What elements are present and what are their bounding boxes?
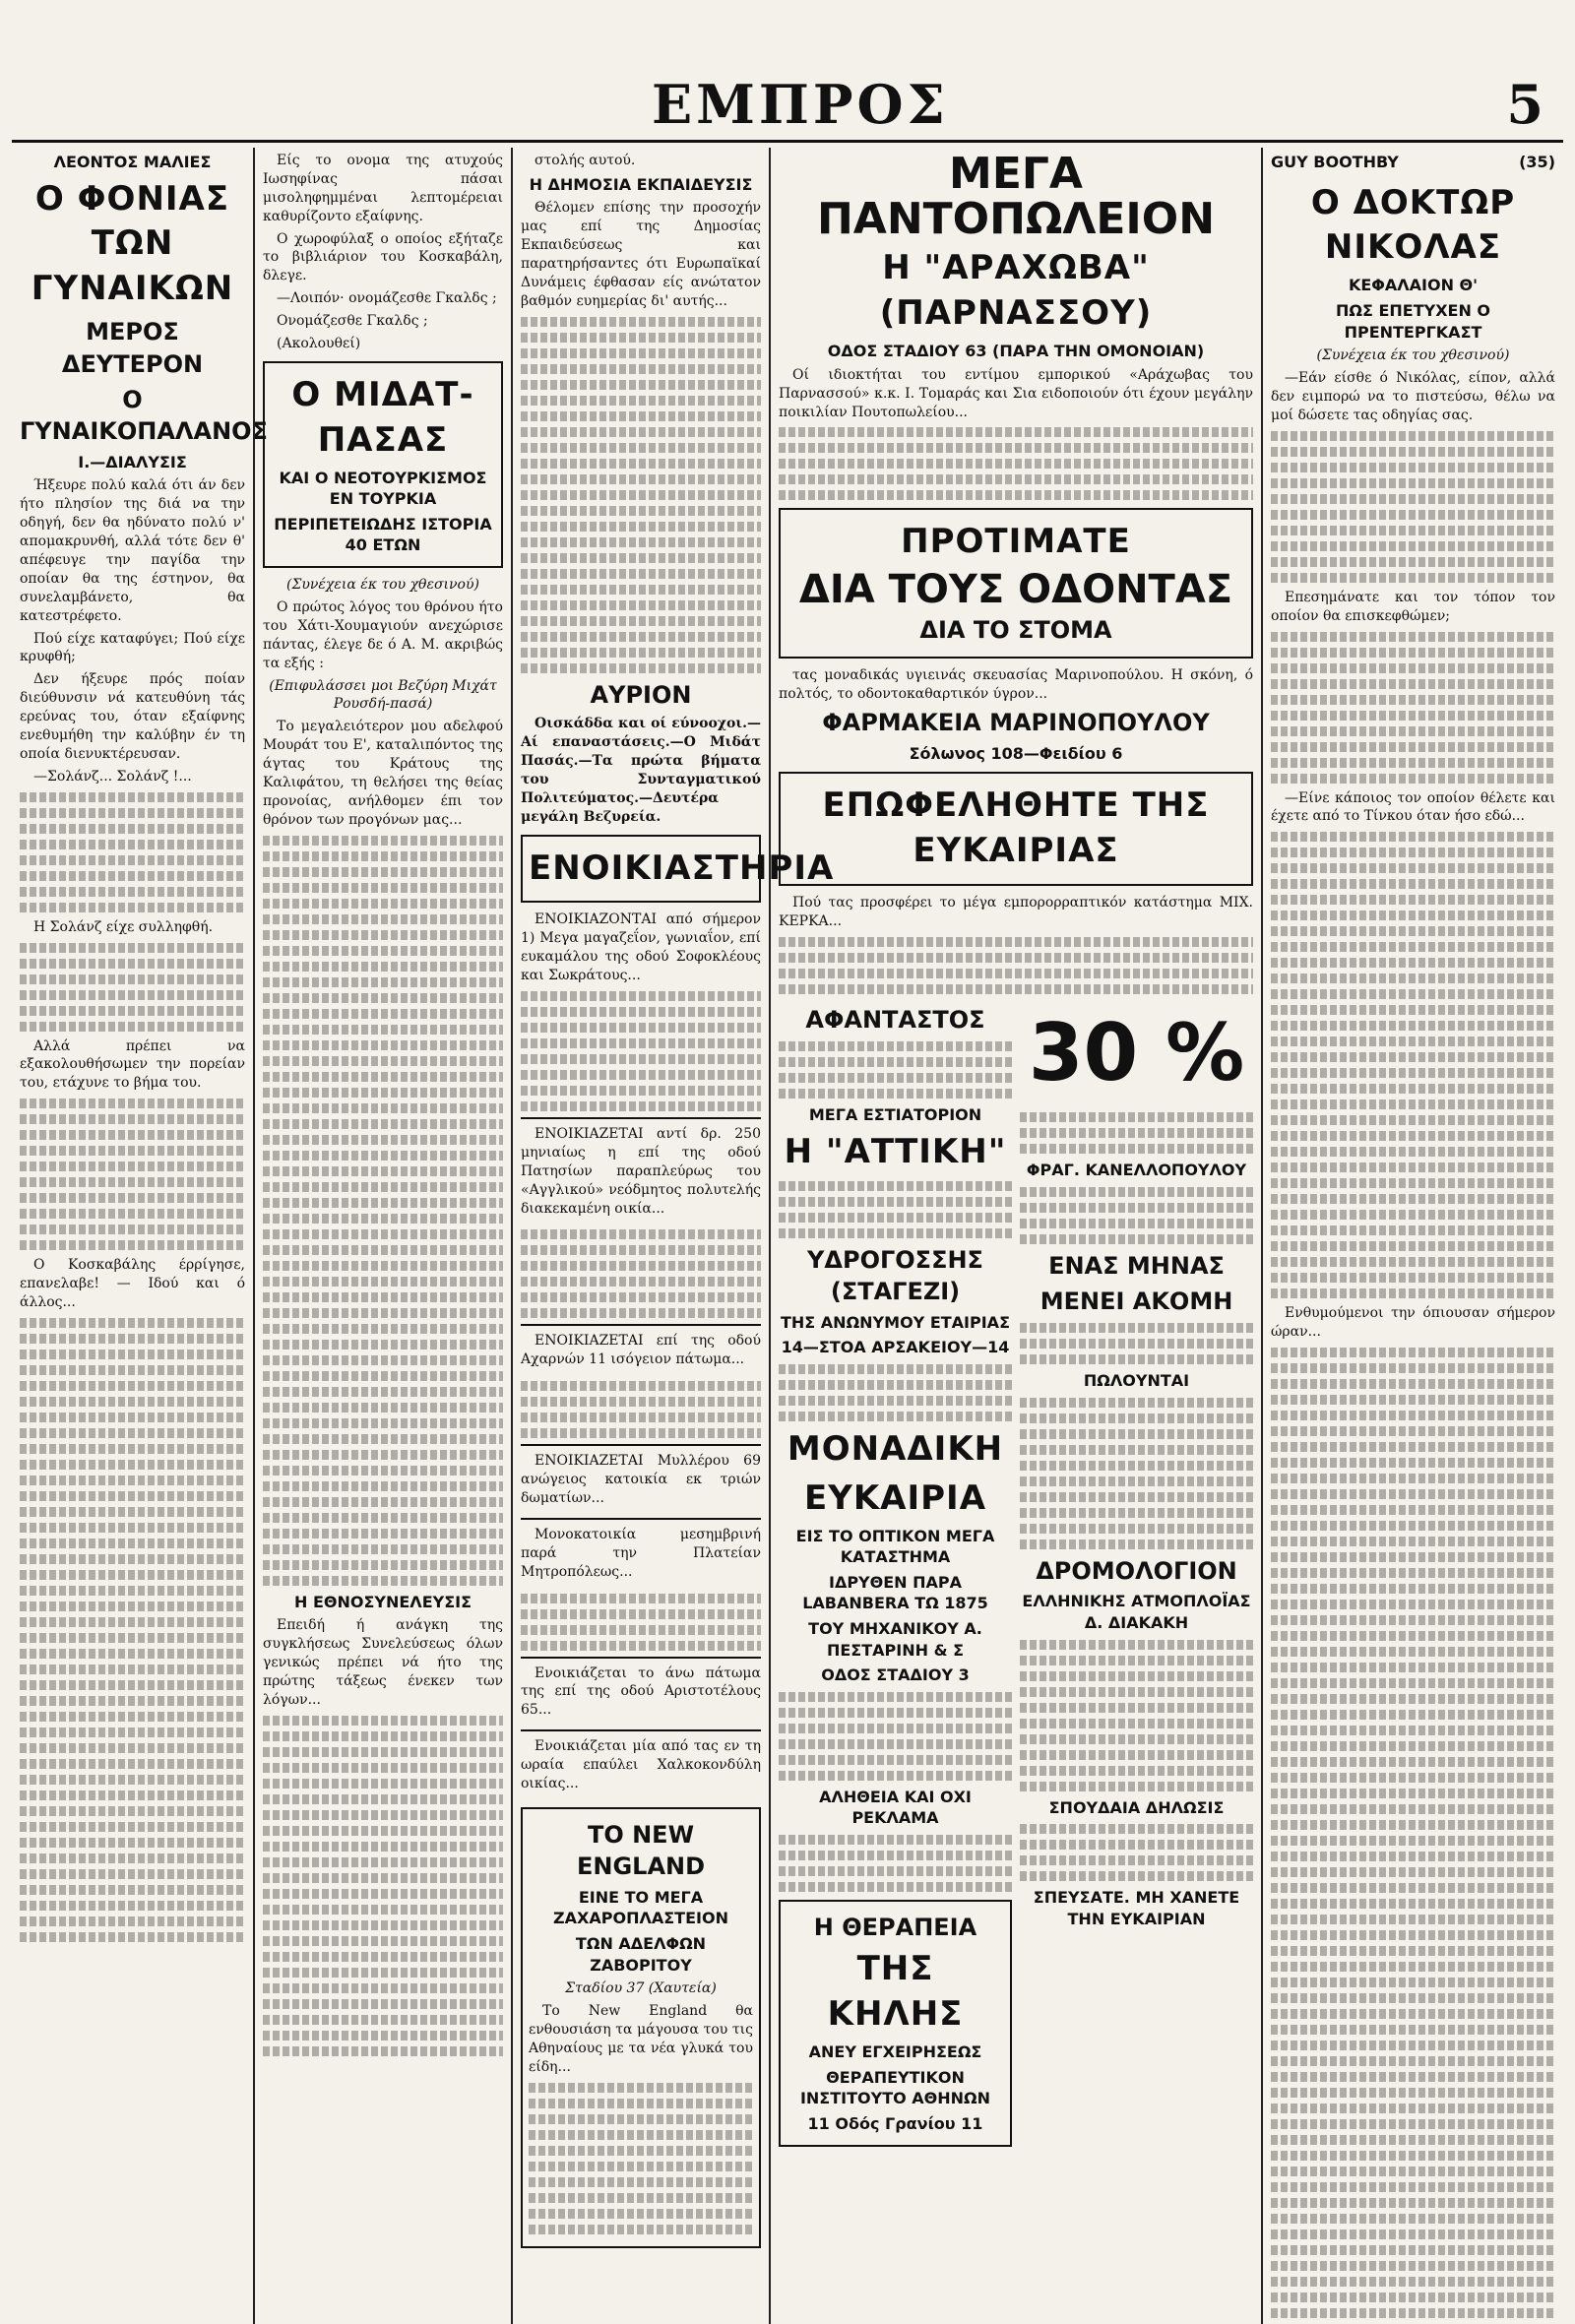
text-block [521,317,761,673]
ad-subtitle: ΘΕΡΑΠΕΥΤΙΚΟΝ ΙΝΣΤΙΤΟΥΤΟ ΑΘΗΝΩΝ [799,2067,991,2108]
paragraph: Είς το ονομα της ατυχούς Ιωσηφίνας πάσαι μισοληφημμέναι λεπτομέρειαι καθυρίζοντο εξαίφνης. [263,153,503,224]
kili-ad [779,1900,1012,2147]
newspaper-title: ΕΜΠΡΟΣ [652,73,949,136]
ad-title: Η ΘΕΡΑΠΕΙΑ [813,1914,977,1941]
hurry-line: ΣΠΕΥΣΑΤΕ. ΜΗ ΧΑΝΕΤΕ ΤΗΝ ΕΥΚΑΙΡΙΑΝ [1033,1888,1240,1928]
rental-ad: ΕΝΟΙΚΙΑΖΕΤΑΙ επί της οδού Αχαρνών 11 ισόγειον πάτωμα... [521,1324,761,1375]
text-block [779,1835,1012,1892]
paragraph: Επεσημάνατε και τον τόπον τον οποίον θα επισκεφθώμεν; [1271,589,1555,624]
ad-title: ΤΗΣ ΚΗΛΗΣ [827,1949,964,2035]
percent-discount: 30 % [1028,1007,1245,1099]
water-title: ΥΔΡΟΓΟΣΣΗΣ (ΣΤΑΓΕΖΙ) [807,1245,983,1306]
paragraph: στολής αυτού. [535,153,636,168]
opportunity-ad [779,772,1253,886]
ad-subtitle: ΑΝΕΥ ΕΓΧΕΙΡΗΣΕΩΣ [808,2042,982,2062]
restaurant-label: ΜΕΓΑ ΕΣΤΙΑΤΟΡΙΟΝ [808,1105,982,1125]
text-block [1020,1398,1253,1549]
pharmacy-address: Σόλωνος 108—Φειδίου 6 [909,743,1123,763]
serial-author: GUY BOOTHBY [1271,153,1399,171]
text-block [20,1099,245,1250]
paragraph: —Εάν είσθε ό Νικόλας, είπον, αλλά δεν ειμπορώ να το πιστεύσω, θέλω να μοί δώσετε τας οδηγίας σας. [1271,370,1555,423]
continuation-note: (Συνέχεια έκ του χθεσινού) [1316,347,1510,364]
paragraph: Επειδή ή ανάγκη της συγκλήσεως Συνελεύσεως όλων γενικώς πρέπει νά ήτο της πρώτης τάξεως ένεκεν των λόγων... [263,1617,503,1708]
serial-chapter: Ι.—ΔΙΑΛΥΣΙΣ [78,452,187,471]
text-block [1020,1323,1253,1364]
text-block [529,2083,753,2234]
section-title: Η ΕΘΝΟΣΥΝΕΛΕΥΣΙΣ [293,1592,472,1611]
signature: Ονομάζεσθε Γκαλδς ; [277,313,428,330]
serial-author: ΛΕΟΝΤΟΣ ΜΑΛΙΕΣ [53,153,212,171]
paragraph: Το μεγαλειότερον μου αδελφού Μουράτ του Ε', καταλιπόντος της άγτας του Κράτους της Καλιφάτου, τη θελήσει της θείας προνοίας, ανήλθομεν έπι τον θρόνον των προγόνων μας... [263,719,503,828]
serial-episode: (35) [1519,153,1555,171]
text-block [263,1716,503,2056]
column-4 [769,148,1261,2324]
columns [12,148,1563,2225]
text-block [1271,431,1555,583]
section-title: Η ΔΗΜΟΣΙΑ ΕΚΠΑΙΔΕΥΣΙΣ [529,174,753,194]
text-block [779,427,1253,500]
serial-description: ΠΕΡΙΠΕΤΕΙΩΔΗΣ ΙΣΤΟΡΙΑ 40 ΕΤΩΝ [274,514,492,555]
paragraph: —Λοιπόν· ονομάζεσθε Γκαλδς ; [277,290,497,307]
quote: (Επιφυλάσσει μοι Βεζύρη Μιχάτ Ρουσδή-πασά) [269,677,497,713]
serial-box [263,361,503,568]
store-address: ΟΔΟΣ ΣΤΑΔΙΟΥ 63 (ΠΑΡΑ ΤΗΝ ΟΜΟΝΟΙΑΝ) [827,342,1205,361]
text-block [779,937,1253,994]
text-block [779,1364,1012,1421]
ad-title: TO NEW ENGLAND [576,1820,706,1881]
ad-title: ΑΦΑΝΤΑΣΤΟΣ [805,1006,985,1035]
paragraph: Ο χωροφύλαξ ο οποίος εξήταζε το βιβλιάριον του Κοσκαβάλη, δλεγε. [263,230,503,284]
rental-ad: Μονοκατοικία μεσημβρινή παρά την Πλατείαν Μητροπόλεως... [521,1518,761,1588]
serial-title: Ο ΦΟΝΙΑΣ ΤΩΝ ΓΥΝΑΙΚΩΝ [31,178,234,309]
paragraph: Δεν ήξευρε πρός ποίαν διεύθυνσιν νά κατευθύνη τάς ερεύνας του, όταν εξαίφνης ενεθυμήθη την καλύβην έν τη οποία διενυκτέρευσαν. [20,671,245,762]
unique-title: ΜΟΝΑΔΙΚΗ [787,1428,1004,1469]
column-1 [12,148,268,2324]
paragraph: Η Σολάνζ είχε συλληφθή. [33,918,214,935]
ad-subheadline: ΔΙΑ ΤΟ ΣΤΟΜΑ [919,616,1112,645]
optical-line: ΙΔΡΥΘΕΝ ΠΑΡΑ LABANBERA ΤΩ 1875 [802,1572,988,1613]
paragraph: Αλλά πρέπει να εξακολουθήσωμεν την πορείαν του, ετάχυνε το βήμα του. [20,1037,245,1092]
ad-left [779,1000,1012,2155]
text-block [521,1229,761,1318]
rental-ad: Ενοικιάζεται το άνω πάτωμα της επί της οδού Αριστοτέλους 65... [521,1657,761,1727]
text-block [779,1181,1012,1238]
serial-meta [1271,148,1555,177]
column-2 [253,148,511,2324]
text-block [1271,832,1555,1298]
text-block [1271,1348,1555,2318]
text-block [779,1041,1012,1099]
store-name: Η "ΑΡΑΧΩΒΑ" (ΠΑΡΝΑΣΣΟΥ) [879,248,1153,334]
important-title: ΣΠΟΥΔΑΙΑ ΔΗΛΩΣΙΣ [1048,1797,1225,1817]
text-block [779,1692,1012,1781]
serial-chapter: ΚΕΦΑΛΑΙΟΝ Θ' [1348,276,1479,295]
rentals-box [521,835,835,904]
water-address: 14—ΣΤΟΑ ΑΡΣΑΚΕΙΟΥ—14 [781,1338,1010,1357]
ad-address: Σταδίου 37 (Χαυτεία) [565,1980,717,1997]
paragraph: Πού είχε καταφύγει; Πού είχε κρυφθή; [20,630,245,665]
shop-name: ΦΡΑΓ. ΚΑΝΕΛΛΟΠΟΥΛΟΥ [1026,1161,1247,1180]
tomorrow-text: Οισκάδδα και οί εύνοοχοι.—Αί επαναστάσεις.—Ο Μιδάτ Πασάς.—Τα πρώτα βήματα του Συνταγματικού Πολιτεύματος.—Δευτέρα μεγάλη Βεζυρεία. [521,716,761,825]
shipping-subtitle: ΕΛΛΗΝΙΚΗΣ ΑΤΜΟΠΛΟΪΑΣ Δ. ΔΙΑΚΑΚΗ [1022,1592,1251,1632]
text-block [263,836,503,1586]
serial-part: ΜΕΡΟΣ ΔΕΥΤΕΡΟΝ [61,318,204,378]
paragraph: —Είνε κάποιος τον οποίον θέλετε και έχετε από το Τίνκου όταν ήσο εδώ... [1271,789,1555,825]
paragraph: Ενθυμούμενοι την όπιουσαν σήμερον ώραν... [1271,1305,1555,1341]
ad-address: 11 Οδός Γρανίου 11 [807,2113,983,2133]
paragraph: —Σολάνζ... Σολάνζ !... [33,768,192,785]
chance-title: ΕΥΚΑΙΡΙΑ [803,1477,987,1518]
rentals-title: ΕΝΟΙΚΙΑΣΤΗΡΙΑ [529,848,835,888]
ad-title: ΠΡΟΤΙΜΑΤΕ [901,522,1131,562]
rental-ad: ΕΝΟΙΚΙΑΖΕΤΑΙ Μυλλέρου 69 ανώγειος κατοικία εκ τριών δωματίων... [521,1444,761,1514]
ad-grid [779,1000,1253,2155]
text-block [20,792,245,912]
tomorrow-title: ΑΥΡΙΟΝ [590,680,692,709]
restaurant-name: Η "ΑΤΤΙΚΗ" [784,1132,1007,1172]
water-subtitle: ΤΗΣ ΑΝΩΝΥΜΟΥ ΕΤΑΙΡΙΑΣ [780,1312,1010,1332]
store-text: Οί ιδιοκτήται του εντίμου εμπορικού «Αράχωβας του Παρνασσού» κ.κ. Ι. Τομαράς και Σια ειδοποιούν ότι έχουν μεγάλην ποικιλίαν Πουτοπωλείου... [779,366,1253,420]
paragraph: Ο Κοσκαβάλης έρρίγησε, επανελαβε! — Ιδού και ό άλλος... [20,1257,245,1311]
ad-right [1020,1000,1253,2155]
paragraph: Θέλομεν επίσης την προσοχήν μας επί της Δημοσίας Εκπαιδεύσεως και παρατηρήσαντες ότι Ευρωπαϊκαί Δυνάμεις έφθασαν είς ανώτατον βαθμόν ευημερίας δι' αυτής... [521,200,761,309]
truth-title: ΑΛΗΘΕΙΑ ΚΑΙ ΟΧΙ ΡΕΚΛΑΜΑ [819,1787,972,1828]
masthead [12,73,1563,140]
continued-note: (Ακολουθεί) [277,336,361,352]
text-block [20,1318,245,1942]
paragraph: Ήξευρε πολύ καλά ότι άν δεν ήτο πλησίον της διά να την οδηγή, δεν θα ηδύνατο πολύ ν' απομακρυνθή, αλλά τότε δεν θ' απέφευγε την παγίδα την οποίαν θα της έστηνον, θα συνελαμβάνετο, θα κατεστρέφετο. [20,477,245,624]
pharmacy-name: ΦΑΡΜΑΚΕΙΑ ΜΑΡΙΝΟΠΟΥΛΟΥ [822,709,1210,737]
rental-ad: ΕΝΟΙΚΙΑΖΟΝΤΑΙ από σήμερον 1) Μεγα μαγαζεΐον, γωνιαΐον, επί ευκαμάλου της οδού Σοφοκλέους και Σωκράτους... [521,911,761,984]
chapter-title: ΠΩΣ ΕΠΕΤΥΧΕΝ Ο ΠΡΕΝΤΕΡΓΚΑΣΤ [1335,300,1491,342]
column-3 [511,148,835,2324]
serial-subtitle: ΚΑΙ Ο ΝΕΟΤΟΥΡΚΙΣΜΟΣ ΕΝ ΤΟΥΡΚΙΑ [279,468,487,509]
serial-title: Ο ΜΙΔΑΤ-ΠΑΣΑΣ [291,374,474,460]
top-rule [12,140,1563,143]
optical-line: ΟΔΟΣ ΣΤΑΔΙΟΥ 3 [821,1665,970,1685]
text-block [1020,1824,1253,1881]
ad-text: τας μοναδικάς υγιεινάς σκευασίας Μαρινοπούλου. Η σκόνη, ό πολτός, το οδοντοκαθαρτικόν ύγρον... [779,666,1253,702]
text-block [1020,1187,1253,1244]
shipping-title: ΔΡΟΜΟΛΟΓΙΟΝ [1036,1557,1237,1585]
ad-title: ΕΠΩΦΕΛΗΘΗΤΕ ΤΗΣ ΕΥΚΑΙΡΙΑΣ [822,785,1210,871]
text-block [1271,632,1555,784]
ad-headline: ΔΙΑ ΤΟΥΣ ΟΔΟΝΤΑΣ [798,567,1233,613]
ad-subtitle: ΤΩΝ ΑΔΕΛΦΩΝ ΖΑΒΟΡΙΤΟΥ [575,1933,707,1975]
remains-title: ΜΕΝΕΙ ΑΚΟΜΗ [1040,1288,1233,1316]
text-block [1020,1640,1253,1791]
text-block [521,991,761,1111]
text-block [521,1381,761,1438]
month-title: ΕΝΑΣ ΜΗΝΑΣ [1048,1251,1225,1280]
text-block [521,1594,761,1651]
paragraph: Ο πρώτος λόγος του θρόνου ήτο του Χάτι-Χουμαγιούν ανεχώρισε πάντας, έλεγε δε ό Α. Μ. ακριβώς τα εξής : [263,598,503,671]
text-block [20,943,245,1032]
store-title: ΜΕΓΑ ΠΑΝΤΟΠΩΛΕΙΟΝ [816,149,1216,245]
rental-ad: ΕΝΟΙΚΙΑΖΕΤΑΙ αντί δρ. 250 μηνιαίως η επί της οδού Πατησίων παραπλεύρως του «Αγγλικού» νεόδμητος πολυτελής διακεκαμένη οικία... [521,1117,761,1224]
optical-line: ΕΙΣ ΤΟ ΟΠΤΙΚΟΝ ΜΕΓΑ ΚΑΤΑΣΤΗΜΑ [795,1526,995,1567]
serial-title: Ο ΔΟΚΤΩΡ ΝΙΚΟΛΑΣ [1310,182,1516,268]
ad-text: Πού τας προσφέρει το μέγα εμπορορραπτικόν κατάστημα ΜΙΧ. ΚΕΡΚΑ... [779,895,1253,930]
rental-ad: Ενοικιάζεται μία από τας εν τη ωραία επαύλει Χαλκοκονδύλη οικίας... [521,1729,761,1799]
ad-subtitle: ΕΙΝΕ ΤΟ ΜΕΓΑ ΖΑΧΑΡΟΠΛΑΣΤΕΙΟΝ [553,1887,728,1928]
continuation-note: (Συνέχεια έκ του χθεσινού) [286,577,479,594]
column-5 [1261,148,1563,2324]
sales-title: ΠΩΛΟΥΝΤΑΙ [1083,1371,1190,1391]
page-number: 5 [1506,73,1544,136]
toothpaste-ad [779,508,1253,658]
optical-line: ΤΟΥ ΜΗΧΑΝΙΚΟΥ Α. ΠΕΣΤΑΡΙΝΗ & Σ [808,1619,982,1660]
new-england-ad [521,1807,761,2248]
ad-text: Το New England θα ενθουσιάση τα μάγουσα του τις Αθηναίους με τα νέα γλυκά του είδη... [529,2002,753,2075]
text-block [1020,1112,1253,1154]
serial-subtitle: Ο ΓΥΝΑΙΚΟΠΑΛΑΝΟΣ [20,386,268,446]
